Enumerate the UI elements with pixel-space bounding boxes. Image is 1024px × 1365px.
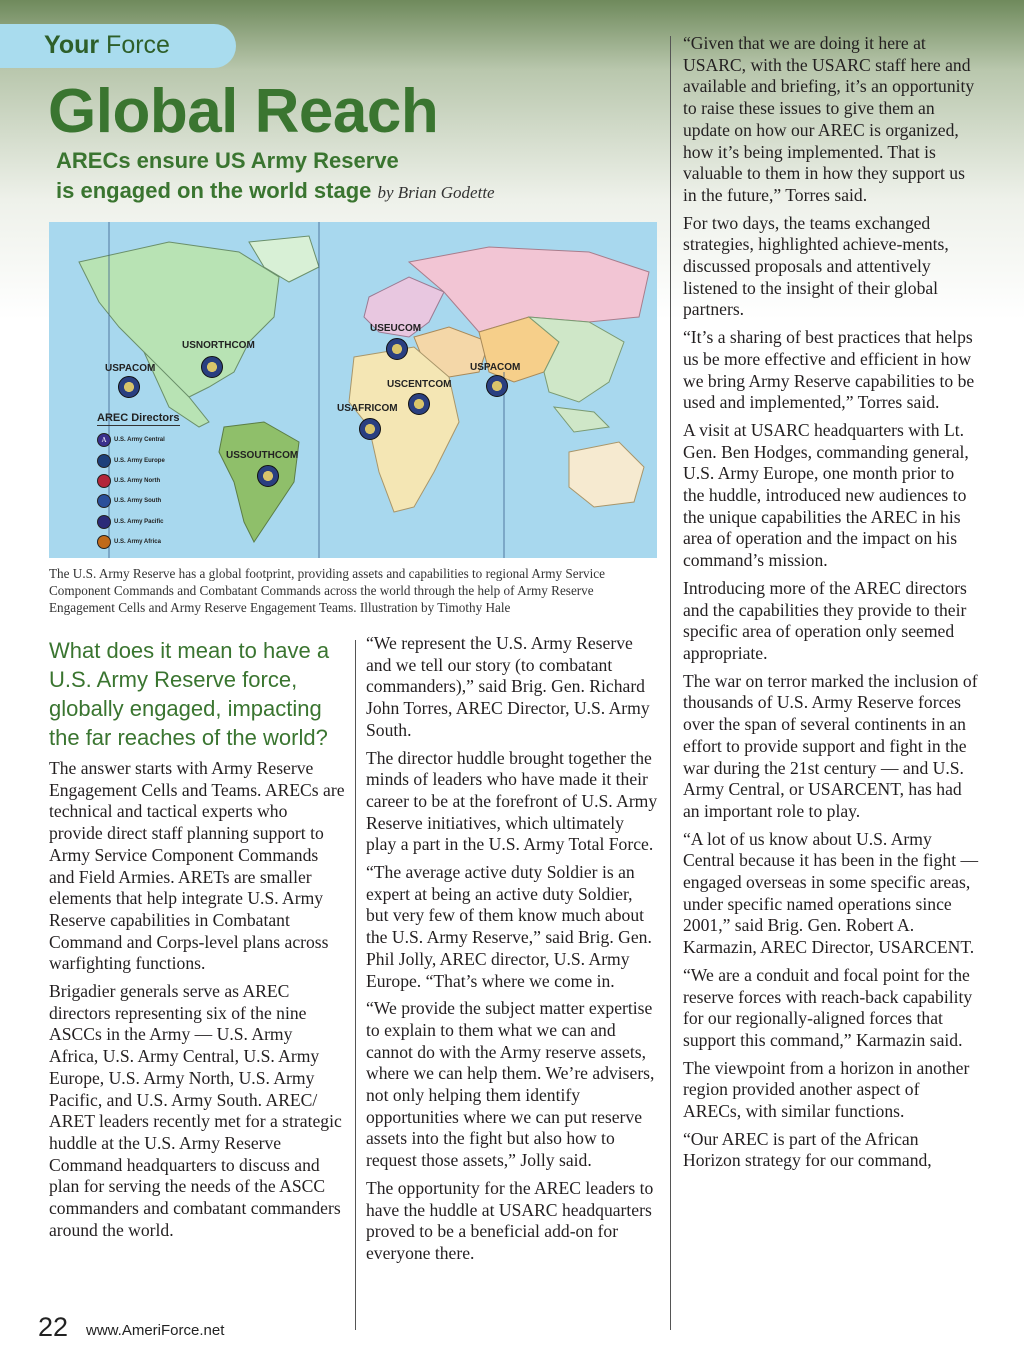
column-rule-right: [670, 36, 671, 1330]
article-paragraph: “The average active duty Soldier is an expert at being an active duty Soldier, but very few of them know much about the U.S. Army Reserve,” said Brig. Gen. Phil Jolly, AREC director, U.S. Army Europe. “That’s where we come in.: [366, 862, 652, 991]
article-paragraph: A visit at USARC headquarters with Lt. Gen. Ben Hodges, commanding general, U.S. Army Europe, one month prior to the huddle, introduced new audiences to the unique capabilities the AREC in his area of operation and the impact on his command’s mission.: [683, 419, 969, 571]
article-paragraph: “Our AREC is part of the African Horizon strategy for our command,: [683, 1128, 932, 1171]
footer-site-url: www.AmeriForce.net: [86, 1322, 225, 1339]
section-tag-bold: Your: [44, 31, 100, 59]
legend-title: AREC Directors: [97, 412, 180, 424]
legend-item: [97, 491, 180, 511]
section-tag-rest: Force: [106, 31, 170, 59]
map-label-useucom: USEUCOM: [370, 323, 422, 334]
usnorthcom-seal-icon: [201, 356, 223, 378]
article-paragraph: “We provide the subject matter expertise to explain to them what we can and cannot do with the Army reserve assets, where we can help them. We’re advisers, not only helping them identify opportunities where we can put reserve assets into the fight but also how to request those assets,” Jolly said.: [366, 998, 655, 1171]
legend-items: [97, 430, 180, 552]
article-paragraph: “Given that we are doing it here at USARC, with the USARC staff here and available and briefing, it’s an opportunity to raise these issues to give them an update on how our AREC is organized, how it’s being implemented. That is valuable to them in how they support us in the future,” Torres said.: [683, 33, 975, 205]
map-label-ussouthcom: USSOUTHCOM: [226, 450, 299, 461]
uscentcom-seal-icon: [408, 393, 430, 415]
article-paragraph: The answer starts with Army Reserve Engagement Cells and Teams. ARECs are technical and tactical experts who provide direct staff planning support to Army Service Component Commands and Field Armies. ARETs are smaller elements that help integrate U.S. Army Reserve capabilities in Combatant Command and Corps-level plans across warfighting functions.: [49, 758, 345, 974]
article-paragraph: The director huddle brought together the minds of leaders who have made it their career to be at the forefront of U.S. Army Reserve initiatives, which ultimately play a part in the U.S. Army Total Force.: [366, 747, 658, 855]
subhead-line-2: [56, 176, 656, 208]
column-2-body: [366, 633, 658, 1265]
world-map-illustration: [49, 222, 657, 558]
ussouthcom-seal-icon: [257, 465, 279, 487]
article-paragraph: “We represent the U.S. Army Reserve and we tell our story (to combatant commanders),” said Brig. Gen. Richard John Torres, AREC Director, U.S. Army South.: [366, 633, 650, 740]
legend-item: [97, 532, 180, 552]
legend-item: [97, 450, 180, 470]
map-legend: [97, 412, 180, 552]
byline: by Brian Godette: [377, 183, 495, 202]
article-column-1: [49, 636, 345, 1247]
article-paragraph: The opportunity for the AREC leaders to have the huddle at USARC headquarters proved to be a beneficial add-on for everyone there.: [366, 1177, 654, 1263]
map-label-uspacom-west: USPACOM: [105, 363, 156, 374]
command-insignia-icon: [97, 454, 111, 468]
map-caption: The U.S. Army Reserve has a global footprint, providing assets and capabilities to regional Army Service Component Commands and Combatant Commands across the world through the help of Army Reserve Engagement Cells and Army Reserve Engagement Teams. Illustration by Timothy Hale: [49, 566, 605, 615]
subhead-line-1: ARECs ensure US Army Reserve: [56, 148, 399, 173]
article-paragraph: “A lot of us know about U.S. Army Central because it has been in the fight — engaged overseas in some specific areas, under specific named operations since 2001,” said Brig. Gen. Robert A. Karmazin, AREC Director, USARCENT.: [683, 828, 979, 958]
map-label-uscentcom: USCENTCOM: [387, 379, 452, 390]
article-column-3: [683, 33, 979, 1178]
headline: Global Reach: [48, 77, 439, 146]
article-paragraph: The viewpoint from a horizon in another region provided another aspect of ARECs, with similar functions.: [683, 1057, 970, 1122]
article-paragraph: The war on terror marked the inclusion of thousands of U.S. Army Reserve forces over the span of several continents in an effort to provide support and fight in the war during the 21st century — and U.S. Army Central, or USARCENT, has had an important role to play.: [683, 670, 978, 821]
uspacom-seal-icon: [118, 376, 140, 398]
command-insignia-icon: [97, 515, 111, 529]
section-tag: [0, 24, 236, 68]
legend-label: U.S. Army Central: [114, 437, 165, 444]
map-label-usnorthcom: USNORTHCOM: [182, 340, 255, 351]
usafricom-seal-icon: [359, 418, 381, 440]
map-label-uspacom-east: USPACOM: [470, 362, 521, 373]
legend-item: [97, 471, 180, 491]
column-3-body: [683, 33, 979, 1172]
article-paragraph: For two days, the teams exchanged strategies, highlighted achieve-ments, discussed proposals and attentively listened to the insight of their global partners.: [683, 212, 949, 320]
subhead: [56, 146, 656, 208]
subhead-line-2-text: is engaged on the world stage: [56, 178, 372, 203]
article-column-2: [366, 633, 658, 1271]
legend-label: U.S. Army Europe: [114, 457, 165, 464]
command-insignia-icon: [97, 474, 111, 488]
legend-label: U.S. Army Africa: [114, 539, 161, 546]
command-insignia-icon: [97, 494, 111, 508]
column-1-body: [49, 758, 345, 1241]
command-insignia-icon: A: [97, 433, 111, 447]
command-insignia-icon: [97, 535, 111, 549]
article-paragraph: “We are a conduit and focal point for the reserve forces with reach-back capability for our regionally-aligned forces that support this command,” Karmazin said.: [683, 964, 973, 1050]
pull-quote: What does it mean to have a U.S. Army Reserve force, globally engaged, impacting the far reaches of the world?: [49, 638, 330, 750]
page-number: 22: [38, 1312, 69, 1342]
legend-item: [97, 430, 180, 450]
column-rule-left: [355, 640, 356, 1330]
article-paragraph: “It’s a sharing of best practices that helps us be more effective and efficient in how we bring Army Reserve capabilities to be used and implemented,” Torres said.: [683, 327, 975, 413]
legend-label: U.S. Army South: [114, 498, 162, 505]
uspacom-east-seal-icon: [486, 375, 508, 397]
legend-label: U.S. Army Pacific: [114, 518, 164, 525]
article-paragraph: Brigadier generals serve as AREC directors representing six of the nine ASCCs in the Army — U.S. Army Africa, U.S. Army Central, U.S. Army Europe, U.S. Army North, U.S. Army Pacific, and U.S. Army South. AREC/ ARET leaders recently met for a strategic huddle at the U.S. Army Reserve Command headquarters to discuss and plan for serving the needs of the ASCC commanders and combatant commanders around the world.: [49, 981, 342, 1240]
map-label-usafricom: USAFRICOM: [337, 403, 398, 414]
legend-label: U.S. Army North: [114, 477, 161, 484]
useucom-seal-icon: [386, 338, 408, 360]
article-paragraph: Introducing more of the AREC directors and the capabilities they provide to their specific area of operation only seemed appropriate.: [683, 577, 967, 663]
legend-item: [97, 512, 180, 532]
